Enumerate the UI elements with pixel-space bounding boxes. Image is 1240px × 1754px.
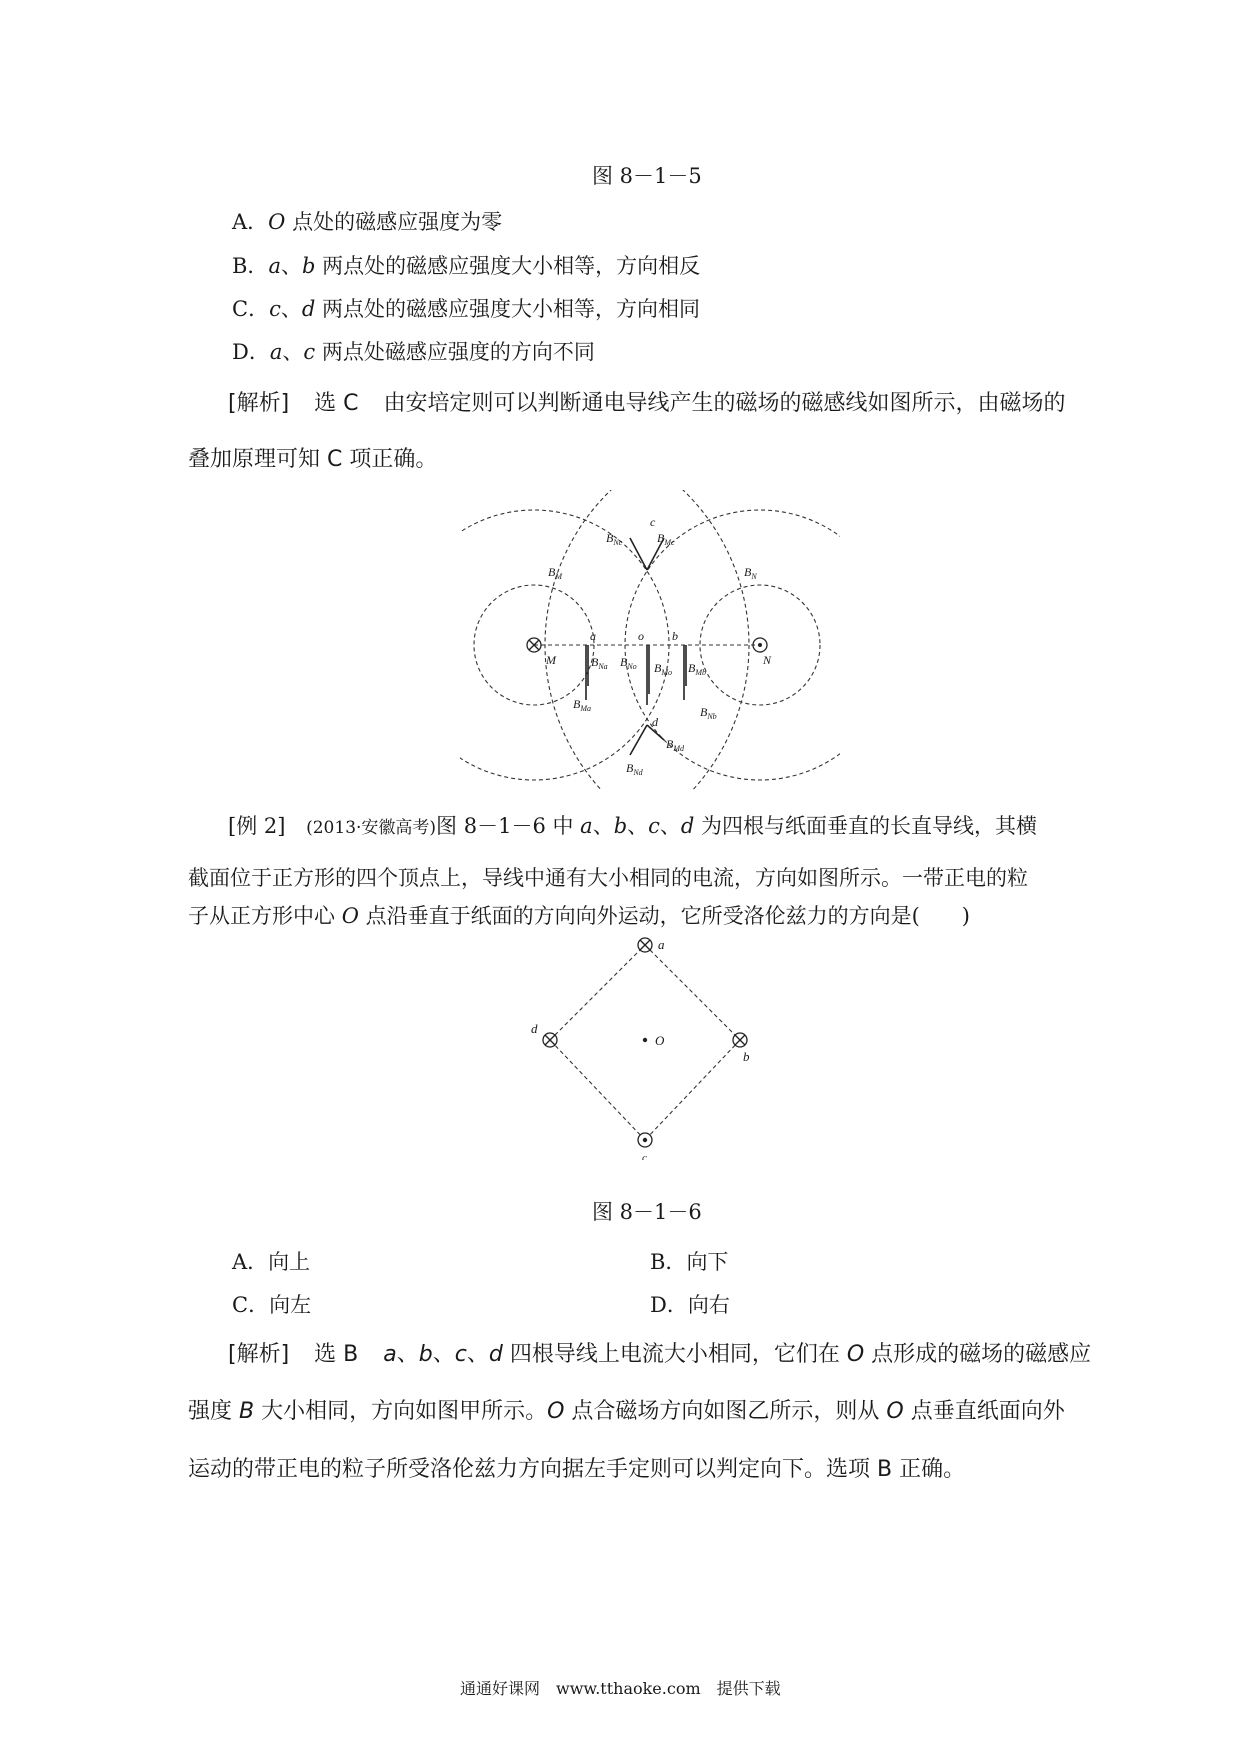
- italic-symbol: d: [680, 814, 695, 838]
- italic-symbol: c: [269, 297, 281, 321]
- q2-analysis-line3: 运动的带正电的粒子所受洛伦兹力方向据左手定则可以判定向下。选项 B 正确。: [188, 1457, 966, 1482]
- q2-analysis-line2: [188, 1394, 1065, 1425]
- italic-symbol: O: [341, 904, 359, 928]
- analysis-choice: 选 C: [314, 391, 359, 416]
- text-run: 两点处的磁感应强度大小相等，方向相同: [315, 297, 700, 321]
- q1-analysis-line1: [228, 386, 1066, 417]
- text-run: 两点处的磁感应强度大小相等，方向相反: [315, 254, 701, 278]
- italic-symbol: c: [648, 814, 660, 838]
- text-run: 、: [280, 297, 302, 321]
- italic-symbol: b: [301, 254, 316, 278]
- text-run: 、: [659, 814, 681, 838]
- label-bmc: $B_{Mc}$: [657, 531, 675, 547]
- square-wires-diagram: [515, 935, 775, 1160]
- example-source: (2013·安徽高考): [306, 818, 437, 838]
- label-d: d: [652, 715, 658, 729]
- option-b: [232, 250, 700, 280]
- fig5-caption: 图 8－1－5: [592, 164, 702, 188]
- option-c: C．向左: [232, 1293, 312, 1317]
- italic-symbol: a: [383, 1342, 397, 1367]
- italic-symbol: O: [846, 1342, 865, 1367]
- field-arc-m-outer: [460, 490, 749, 790]
- example-tag: [例 2]: [228, 814, 286, 838]
- analysis-text: 由安培定则可以判断通电导线产生的磁场的磁感线如图所示，由磁场的: [383, 391, 1066, 416]
- option-b: B．向下: [650, 1250, 729, 1274]
- fig6-caption: 图 8－1－6: [592, 1200, 702, 1224]
- text-run: 、: [592, 814, 614, 838]
- text-run: 大小相同，方向如图甲所示。: [254, 1399, 548, 1424]
- label-b: b: [743, 1049, 750, 1064]
- italic-symbol: a: [268, 254, 281, 278]
- option-c: [232, 293, 700, 323]
- label-o: O: [655, 1033, 665, 1048]
- text-run: 、: [466, 1342, 489, 1367]
- text-run: 为四根与纸面垂直的长直导线，其横: [694, 814, 1038, 838]
- text-run: 强度: [188, 1399, 239, 1424]
- label-c: c: [650, 515, 656, 529]
- italic-symbol: d: [488, 1342, 503, 1367]
- italic-symbol: a: [269, 340, 283, 364]
- label-a: a: [658, 937, 665, 952]
- label-bm: $B_M$: [548, 565, 563, 581]
- italic-symbol: B: [239, 1399, 255, 1424]
- label-bma: $B_{Ma}$: [573, 697, 592, 713]
- label-bnd: $B_{Nd}$: [626, 761, 643, 777]
- italic-symbol: O: [268, 210, 286, 234]
- analysis-tag: [解析]: [228, 1342, 290, 1367]
- label-bna: $B_{Na}$: [591, 655, 608, 671]
- text-run: 点处的磁感应强度为零: [285, 210, 503, 234]
- text-run: 两点处磁感应强度的方向不同: [315, 340, 595, 364]
- label-o: o: [638, 629, 644, 643]
- option-letter: A．: [232, 210, 269, 234]
- magnetic-field-diagram: [460, 490, 840, 790]
- option-letter: D．: [232, 340, 270, 364]
- label-m: M: [546, 653, 556, 667]
- italic-symbol: O: [886, 1399, 904, 1424]
- text-run: 图 8－1－6 中: [436, 814, 581, 838]
- center-point: [643, 1038, 647, 1042]
- text-run: 点形成的磁场的磁感应: [864, 1342, 1092, 1367]
- q1-analysis-line2: 叠加原理可知 C 项正确。: [188, 447, 438, 472]
- label-bmo: $B_{Mo}$: [654, 661, 673, 677]
- italic-symbol: b: [418, 1342, 433, 1367]
- label-d: d: [531, 1021, 538, 1036]
- label-bn: $B_N$: [744, 565, 757, 581]
- option-a: A．向上: [232, 1250, 311, 1274]
- text-run: 、: [627, 814, 649, 838]
- label-n: N: [763, 653, 772, 667]
- footer-text: 通通好课网 www.tthaoke.com 提供下载: [460, 1679, 781, 1698]
- option-a: [232, 206, 502, 236]
- text-run: 点合磁场方向如图乙所示，则从: [564, 1399, 887, 1424]
- vector-c-n: [630, 538, 647, 570]
- label-a: a: [590, 629, 596, 643]
- italic-symbol: b: [613, 814, 628, 838]
- italic-symbol: d: [301, 297, 316, 321]
- option-letter: B．: [232, 254, 269, 278]
- q2-analysis-line1: [228, 1337, 1091, 1368]
- label-bmb: $B_{Mb}$: [688, 661, 707, 677]
- text-run: 、: [432, 1342, 455, 1367]
- option-d: [232, 336, 595, 366]
- option-d: D．向右: [650, 1293, 730, 1317]
- text-run: 、: [280, 254, 302, 278]
- example2-line3: [188, 900, 970, 930]
- text-run: 四根导线上电流大小相同，它们在: [502, 1342, 847, 1367]
- analysis-choice: 选 B: [314, 1342, 359, 1367]
- option-letter: C．: [232, 297, 270, 321]
- label-b: b: [672, 629, 678, 643]
- analysis-text: [383, 1342, 1091, 1367]
- italic-symbol: c: [303, 340, 316, 364]
- example2-line2: 截面位于正方形的四个顶点上，导线中通有大小相同的电流，方向如图所示。一带正电的粒: [188, 866, 1028, 890]
- italic-symbol: c: [454, 1342, 467, 1367]
- italic-symbol: a: [580, 814, 593, 838]
- label-bno: $B_{No}$: [620, 655, 637, 671]
- text-run: 、: [282, 340, 304, 364]
- label-c: c: [642, 1152, 647, 1160]
- italic-symbol: O: [547, 1399, 565, 1424]
- vector-d-n: [630, 725, 647, 755]
- label-bnb: $B_{Nb}$: [700, 705, 717, 721]
- label-bnc: $B_{Nc}$: [606, 531, 623, 547]
- text-run: 点沿垂直于纸面的方向向外运动，它所受洛伦兹力的方向是( ): [358, 904, 970, 928]
- example2-line1: [228, 810, 1037, 840]
- text-run: 子从正方形中心: [188, 904, 342, 928]
- analysis-tag: [解析]: [228, 391, 290, 416]
- text-run: 、: [396, 1342, 419, 1367]
- example2-line1-text: [436, 814, 1037, 838]
- text-run: 点垂直纸面向外: [903, 1399, 1065, 1424]
- label-bmd: $B_{Md}$: [666, 737, 685, 753]
